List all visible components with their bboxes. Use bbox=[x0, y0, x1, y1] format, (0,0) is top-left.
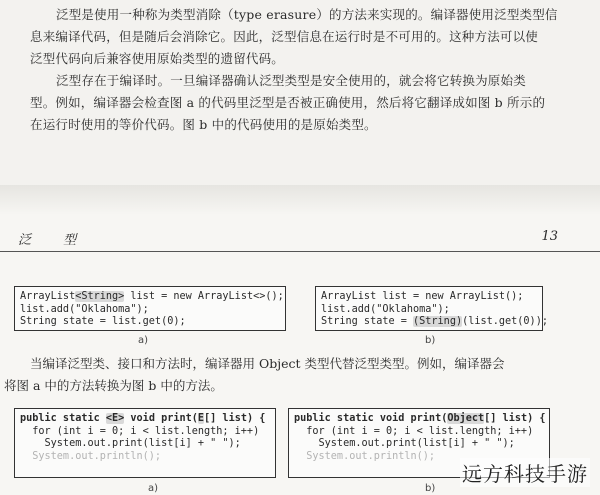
code-line: System.out.println(); bbox=[294, 450, 436, 462]
code-line: System.out.println(); bbox=[20, 450, 162, 462]
text-line: 泛型代码向后兼容使用原始类型的遗留代码。 bbox=[30, 51, 285, 66]
code-box-fig2-a bbox=[14, 408, 276, 478]
cast-highlight: (String) bbox=[413, 316, 463, 327]
code-line: for (int i = 0; i < list.length; i++) bbox=[294, 425, 534, 437]
text-line: 息来编译代码，但是随后会消除它。因此，泛型信息在运行时是不可用的。这种方法可以使 bbox=[30, 29, 539, 44]
header-rule bbox=[0, 251, 600, 252]
caption-fig2-a: a) bbox=[148, 483, 159, 494]
code-line: String state = list.get(0); bbox=[20, 316, 186, 327]
paragraph-compile-time bbox=[30, 70, 590, 136]
code-line: ArrayList list = new ArrayList(); bbox=[321, 291, 524, 302]
code-line: public static void print(Object[] list) { bbox=[294, 413, 546, 424]
text-line: 当编译泛型类、接口和方法时，编译器用 Object 类型代替泛型类型。例如，编译器会 bbox=[30, 356, 505, 371]
code-box-fig1-b bbox=[315, 286, 548, 331]
code-box-fig1-a bbox=[14, 286, 286, 331]
code-line: public static <E> void print(E[] list) { bbox=[20, 413, 266, 424]
page-seam bbox=[0, 185, 600, 215]
code-line: ArrayList<String> list = new ArrayList<>(); bbox=[20, 291, 284, 302]
code-line: String state = (String)(list.get(0)); bbox=[321, 316, 548, 327]
text-line: 将图 a 中的方法转换为图 b 中的方法。 bbox=[4, 378, 223, 393]
code-line: for (int i = 0; i < list.length; i++) bbox=[20, 425, 260, 437]
running-head bbox=[0, 229, 600, 251]
caption-fig1-b: b) bbox=[425, 335, 436, 346]
paragraph-type-erasure bbox=[30, 4, 590, 70]
object-type-highlight: Object bbox=[447, 413, 485, 424]
code-line: System.out.print(list[i] + " "); bbox=[294, 438, 515, 449]
code-line: System.out.print(list[i] + " "); bbox=[20, 438, 241, 449]
type-parameter-highlight: <String> bbox=[75, 291, 125, 302]
text-line: 泛型存在于编译时。一旦编译器确认泛型类型是安全使用的，就会将它转换为原始类 bbox=[56, 73, 526, 88]
code-line: list.add("Oklahoma"); bbox=[321, 303, 450, 315]
chapter-title: 泛 型 bbox=[18, 233, 91, 248]
text-line: 泛型是使用一种称为类型消除（type erasure）的方法来实现的。编译器使用泛型类型信 bbox=[56, 7, 558, 22]
caption-fig1-a: a) bbox=[138, 335, 149, 346]
watermark-logo: 远方科技手游 bbox=[460, 458, 590, 487]
paragraph-object-substitution bbox=[0, 353, 600, 397]
caption-fig2-b: b) bbox=[425, 483, 436, 494]
text-line: 在运行时使用的等价代码。图 b 中的代码使用的是原始类型。 bbox=[30, 117, 377, 132]
type-parameter-highlight: E bbox=[197, 413, 205, 424]
text-line: 型。例如，编译器会检查图 a 的代码里泛型是否被正确使用，然后将它翻译成如图 b 所示的 bbox=[30, 95, 546, 110]
top-page bbox=[0, 0, 600, 185]
page-number: 13 bbox=[541, 229, 558, 244]
type-parameter-highlight: <E> bbox=[105, 413, 125, 424]
code-line: list.add("Oklahoma"); bbox=[20, 303, 149, 315]
